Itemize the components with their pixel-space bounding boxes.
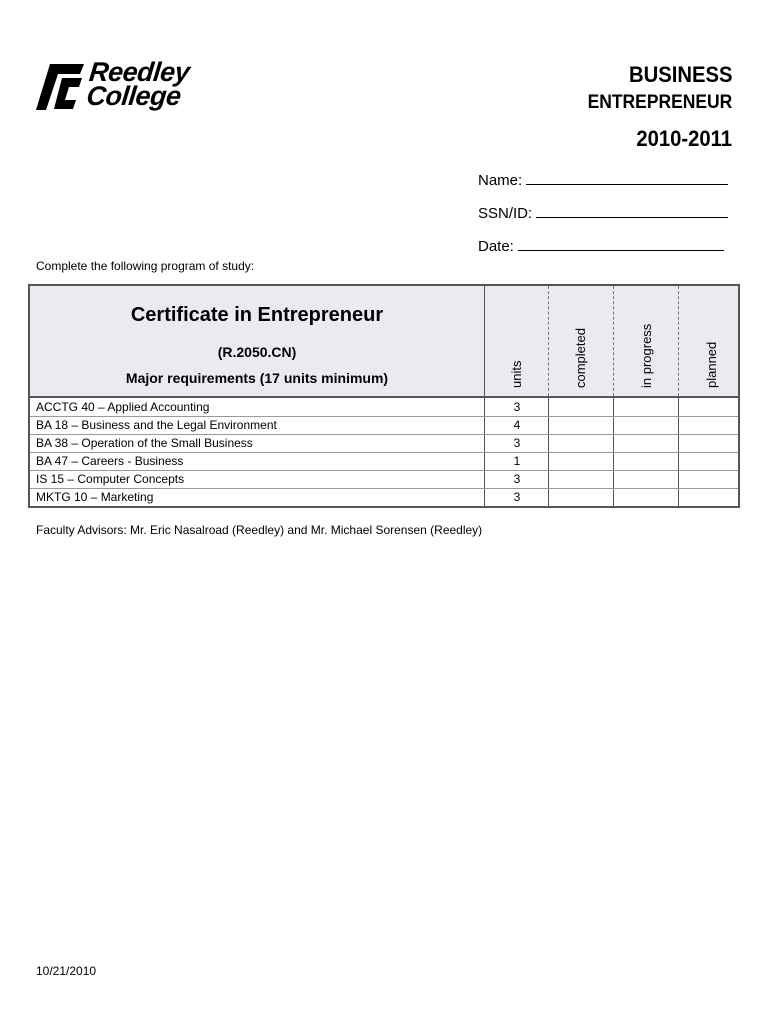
ssn-line[interactable]	[536, 203, 728, 218]
course-units: 4	[513, 418, 521, 432]
certificate-code: (R.2050.CN)	[217, 344, 297, 360]
instructions-text: Complete the following program of study:	[36, 259, 255, 273]
program-area-title: BUSINESS	[628, 62, 732, 87]
course-units: 1	[513, 454, 521, 468]
ssn-label: SSN/ID:	[478, 205, 533, 222]
course-units: 3	[513, 400, 521, 414]
date-label: Date:	[478, 238, 514, 255]
course-name: IS 15 – Computer Concepts	[36, 472, 185, 486]
column-divider	[678, 286, 679, 396]
date-field[interactable]	[478, 236, 724, 255]
reedley-college-logo	[36, 57, 241, 112]
logo-mark-icon	[36, 62, 86, 112]
column-header-in-progress: in progress	[639, 323, 654, 388]
logo-line1: Reedley	[87, 57, 191, 87]
requirements-subtitle: Major requirements (17 units minimum)	[125, 370, 389, 386]
course-units: 3	[513, 472, 521, 486]
table-header	[30, 286, 738, 398]
table-row	[30, 398, 738, 416]
program-name-title: ENTREPRENEUR	[587, 92, 732, 113]
column-header-units: units	[509, 360, 524, 388]
logo-line2: College	[85, 81, 183, 111]
table-row	[30, 416, 738, 434]
table-row	[30, 452, 738, 470]
course-name: BA 18 – Business and the Legal Environment	[36, 418, 277, 432]
revision-date: 10/21/2010	[36, 964, 97, 978]
table-row	[30, 434, 738, 452]
column-divider	[613, 286, 614, 396]
name-line[interactable]	[526, 170, 728, 185]
column-header-planned: planned	[704, 341, 719, 388]
table-row	[30, 488, 738, 506]
column-header-completed: completed	[573, 328, 588, 388]
catalog-year: 2010-2011	[636, 126, 732, 151]
program-table	[28, 284, 740, 508]
certificate-title: Certificate in Entrepreneur	[130, 304, 384, 326]
course-units: 3	[513, 490, 521, 504]
course-units: 3	[513, 436, 521, 450]
course-name: ACCTG 40 – Applied Accounting	[36, 400, 210, 414]
ssn-field[interactable]	[478, 203, 728, 222]
course-name: BA 47 – Careers - Business	[36, 454, 184, 468]
faculty-advisors: Faculty Advisors: Mr. Eric Nasalroad (Reedley) and Mr. Michael Sorensen (Reedley)	[36, 523, 483, 537]
name-field[interactable]	[478, 170, 728, 189]
date-line[interactable]	[518, 236, 724, 251]
course-name: MKTG 10 – Marketing	[36, 490, 154, 504]
column-divider	[548, 286, 549, 396]
name-label: Name:	[478, 172, 523, 189]
course-name: BA 38 – Operation of the Small Business	[36, 436, 253, 450]
table-row	[30, 470, 738, 488]
